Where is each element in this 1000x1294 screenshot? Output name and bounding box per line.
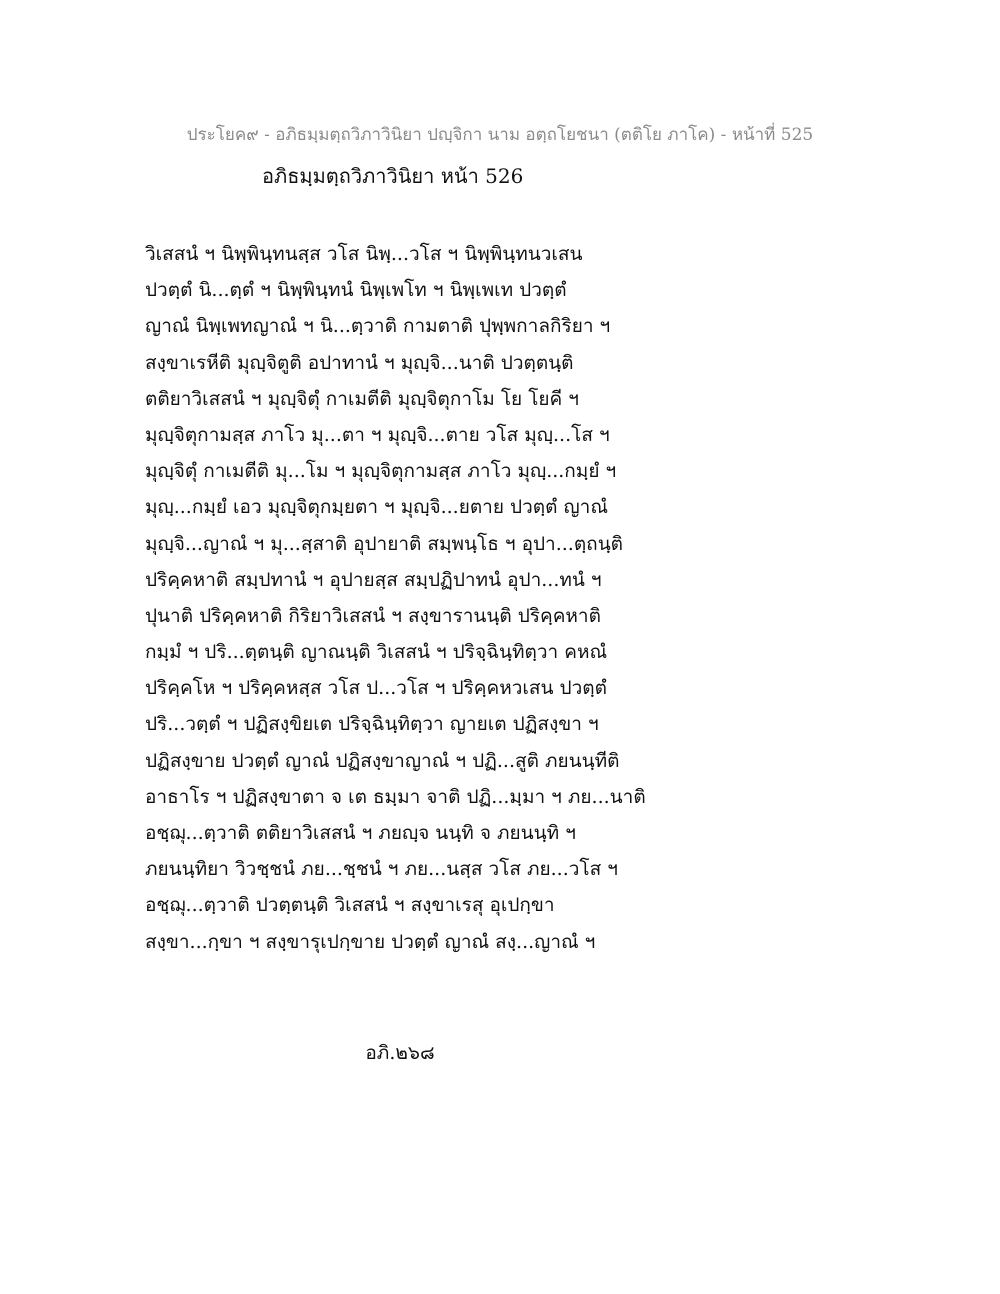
text-line: วิเสสนํ ฯ นิพฺพินฺทนสฺส วโส นิพฺ...วโส ฯ นิพฺพินฺทนวเสน bbox=[145, 243, 583, 265]
text-line: มุญฺจิ...ญาณํ ฯ มุ...สฺสาติ อุปายาติ สมฺพนฺโธ ฯ อุปา...ตฺถนฺติ bbox=[145, 532, 624, 555]
text-line: ปริคฺคโห ฯ ปริคฺคหสฺส วโส ป...วโส ฯ ปริคฺคหวเสน ปวตฺตํ bbox=[145, 677, 607, 700]
text-line: มุญฺจิตุํ กาเมตีติ มุ...โม ฯ มุญฺจิตุกามสฺส ภาโว มุญฺ...กมฺยํ ฯ bbox=[145, 460, 617, 483]
text-line: มุญฺ...กมฺยํ เอว มุญฺจิตุกมฺยตา ฯ มุญฺจิ...ยตาย ปวตฺตํ ญาณํ bbox=[145, 496, 608, 519]
text-line: อาธาโร ฯ ปฏิสงฺขาตา จ เต ธมฺมา จาติ ปฏิ...มฺมา ฯ ภย...นาติ bbox=[145, 785, 646, 808]
text-line: สงฺขา...กฺขา ฯ สงฺขารุเปกฺขาย ปวตฺตํ ญาณํ สงฺ...ญาณํ ฯ bbox=[145, 930, 596, 953]
text-line: อชฺฌุ...ตฺวาติ ปวตฺตนฺติ วิเสสนํ ฯ สงฺขาเรสุ อุเปกฺขา bbox=[145, 894, 555, 917]
text-line: ปริคฺคหาติ สมฺปทานํ ฯ อุปายสฺส สมฺปฏิปาทนํ อุปา...ทนํ ฯ bbox=[145, 568, 602, 591]
page-title: อภิธมฺมตฺถวิภาวินิยา หน้า 526 bbox=[262, 164, 524, 188]
page-footer: อภิ.๒๖๘ bbox=[365, 1042, 435, 1064]
text-line: ปุนาติ ปริคฺคหาติ กิริยาวิเสสนํ ฯ สงฺขารานนฺติ ปริคฺคหาติ bbox=[145, 604, 601, 627]
text-line: ปวตฺตํ นิ...ตฺตํ ฯ นิพฺพินฺทนํ นิพฺเพโท ฯ นิพฺเพเท ปวตฺตํ bbox=[145, 279, 567, 302]
text-line: อชฺฌุ...ตฺวาติ ตติยาวิเสสนํ ฯ ภยญฺจ นนฺทิ จ ภยนนฺทิ ฯ bbox=[145, 822, 576, 844]
text-line: ภยนนฺทิยา วิวชฺชนํ ภย...ชฺชนํ ฯ ภย...นสฺส วโส ภย...วโส ฯ bbox=[145, 858, 618, 881]
body-text bbox=[145, 236, 905, 960]
text-line: สงฺขาเรหีติ มุญฺจิตูติ อปาทานํ ฯ มุญฺจิ...นาติ ปวตฺตนฺติ bbox=[145, 351, 574, 374]
text-line: ญาณํ นิพฺเพทญาณํ ฯ นิ...ตฺวาติ กามตาติ ปุพฺพกาลกิริยา ฯ bbox=[145, 315, 611, 338]
text-line: ปฏิสงฺขาย ปวตฺตํ ญาณํ ปฏิสงฺขาญาณํ ฯ ปฏิ...สูติ ภยนนฺทีติ bbox=[145, 749, 620, 772]
text-line: ปริ...วตฺตํ ฯ ปฏิสงฺขิยเต ปริจฺฉินฺทิตฺวา ญายเต ปฏิสงฺขา ฯ bbox=[145, 713, 599, 736]
text-line: กมฺมํ ฯ ปริ...ตฺตนฺติ ญาณนฺติ วิเสสนํ ฯ ปริจฺฉินฺทิตฺวา คหณํ bbox=[145, 641, 608, 664]
text-line: ตติยาวิเสสนํ ฯ มุญฺจิตุํ กาเมตีติ มุญฺจิตุกาโม โย โยคี ฯ bbox=[145, 387, 579, 410]
text-line: มุญฺจิตุกามสฺส ภาโว มุ...ตา ฯ มุญฺจิ...ตาย วโส มุญฺ...โส ฯ bbox=[145, 423, 610, 446]
running-header bbox=[0, 121, 1000, 148]
running-header-text: ประโยค๙ - อภิธมฺมตฺถวิภาวินิยา ปญฺจิกา นาม อตฺถโยชนา (ตติโย ภาโค) - หน้าที่ 525 bbox=[186, 125, 814, 145]
